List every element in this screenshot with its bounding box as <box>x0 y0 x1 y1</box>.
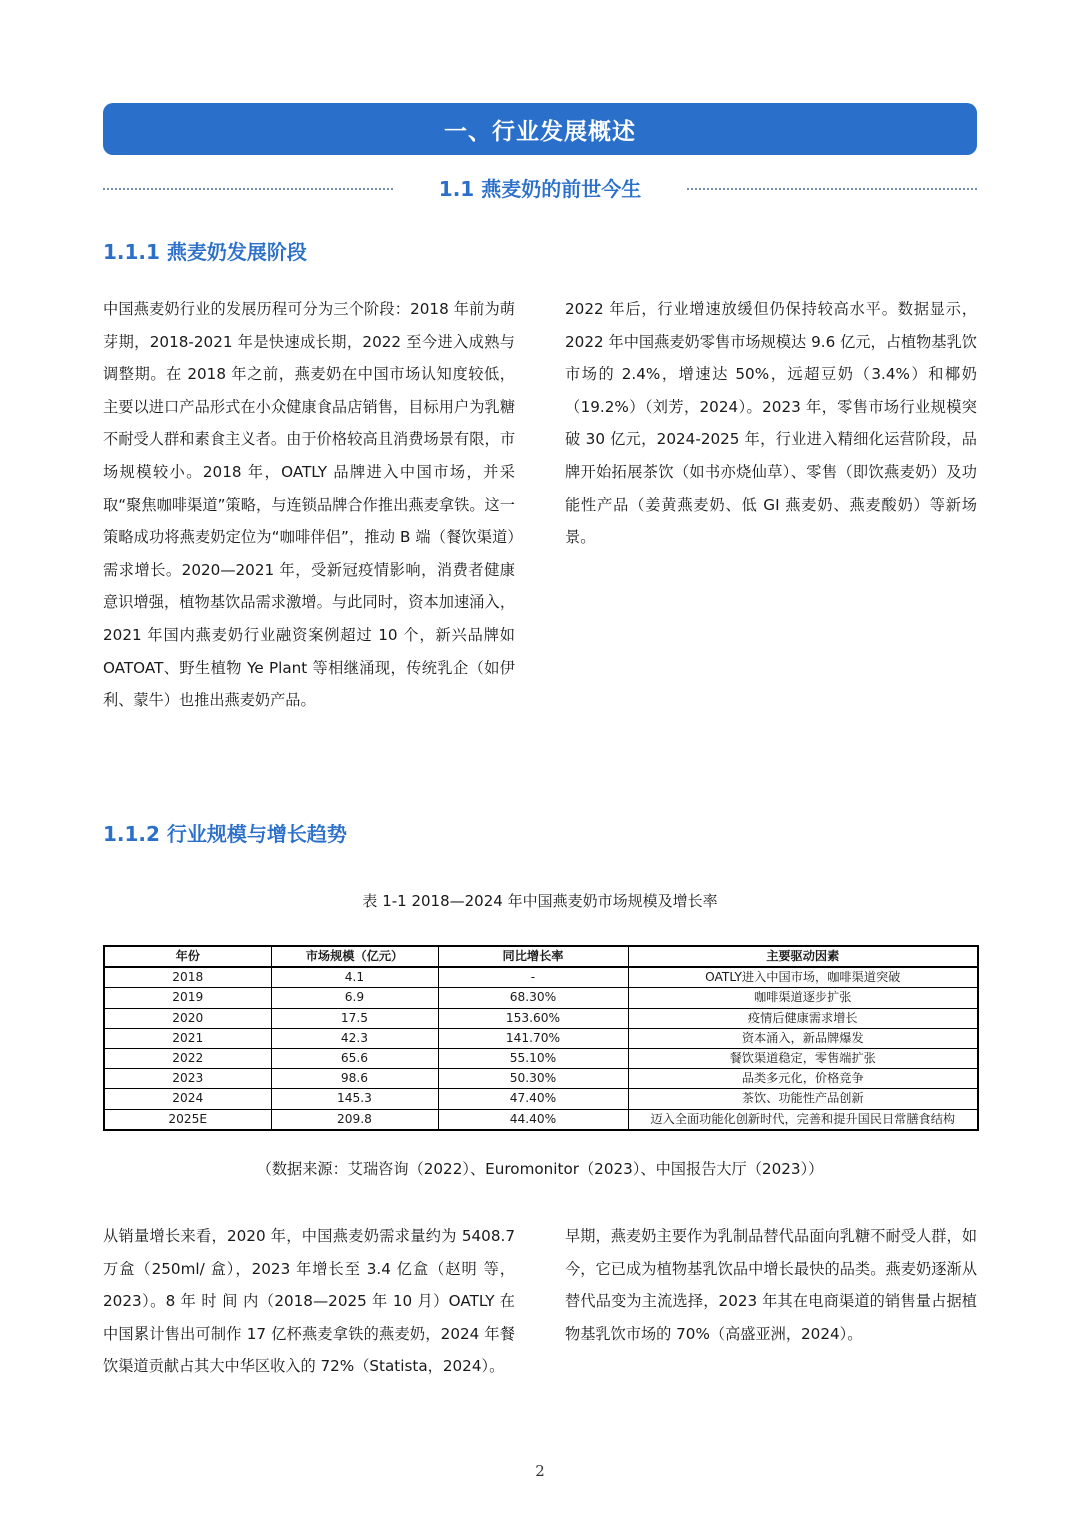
cell-growth: 153.60% <box>438 1008 628 1028</box>
stages-paragraph-right: 2022 年后，行业增速放缓但仍保持较高水平。数据显示，2022 年中国燕麦奶零售市场规模达 9.6 亿元，占植物基乳饮市场的 2.4%，增速达 50%，远超豆奶（3.4%）和椰奶（19.2%）（刘芳，2024）。2023 年，零售市场行业规模突破 30 亿元，2024-2025 年，行业进入精细化运营阶段，品牌开始拓展茶饮（如书亦烧仙草）、零售（即饮燕麦奶）及功能性产品（姜黄燕麦奶、低 GI 燕麦奶、燕麦酸奶）等新场景。 <box>565 300 977 547</box>
cell-driver: OATLY进入中国市场，咖啡渠道突破 <box>628 967 978 988</box>
table-row <box>104 1048 978 1068</box>
cell-growth: - <box>438 967 628 988</box>
scale-paragraph-right: 早期，燕麦奶主要作为乳制品替代品面向乳糖不耐受人群，如今，它已成为植物基乳饮品中增长最快的品类。燕麦奶逐渐从替代品变为主流选择，2023 年其在电商渠道的销售量占据植物基乳饮市场的 70%（高盛亚洲，2024）。 <box>565 1227 977 1343</box>
cell-year: 2023 <box>104 1069 271 1089</box>
header-drivers: 主要驱动因素 <box>628 946 978 967</box>
table-row <box>104 1109 978 1130</box>
table-caption: 表 1-1 2018—2024 年中国燕麦奶市场规模及增长率 <box>362 892 718 910</box>
cell-size: 17.5 <box>271 1008 438 1028</box>
cell-driver: 疫情后健康需求增长 <box>628 1008 978 1028</box>
cell-year: 2019 <box>104 988 271 1008</box>
cell-growth: 141.70% <box>438 1028 628 1048</box>
cell-size: 4.1 <box>271 967 438 988</box>
cell-driver: 餐饮渠道稳定，零售端扩张 <box>628 1048 978 1068</box>
data-source-note: （数据来源：艾瑞咨询（2022）、Euromonitor（2023）、中国报告大厅（2023）） <box>256 1160 824 1178</box>
cell-year: 2020 <box>104 1008 271 1028</box>
header-market-size: 市场规模（亿元） <box>271 946 438 967</box>
cell-driver: 茶饮、功能性产品创新 <box>628 1089 978 1109</box>
cell-driver: 品类多元化，价格竞争 <box>628 1069 978 1089</box>
dotted-divider-right <box>687 188 977 190</box>
table-row <box>104 988 978 1008</box>
cell-growth: 68.30% <box>438 988 628 1008</box>
cell-size: 6.9 <box>271 988 438 1008</box>
cell-year: 2024 <box>104 1089 271 1109</box>
cell-growth: 50.30% <box>438 1069 628 1089</box>
cell-growth: 47.40% <box>438 1089 628 1109</box>
cell-size: 145.3 <box>271 1089 438 1109</box>
cell-year: 2025E <box>104 1109 271 1130</box>
scale-paragraph-left: 从销量增长来看，2020 年，中国燕麦奶需求量约为 5408.7 万盒（250ml/ 盒），2023 年增长至 3.4 亿盒（赵明 等，2023）。8 年 时 间 内（2018—2025 年 10 月）OATLY 在中国累计售出可制作 17 亿杯燕麦拿铁的燕麦奶，2024 年餐饮渠道贡献占其大中华区收入的 72%（Statista，2024）。 <box>103 1227 515 1376</box>
table-row <box>104 1008 978 1028</box>
cell-year: 2021 <box>104 1028 271 1048</box>
header-year: 年份 <box>104 946 271 967</box>
section-title: 一、行业发展概述 <box>444 118 636 145</box>
cell-driver: 迈入全面功能化创新时代，完善和提升国民日常膳食结构 <box>628 1109 978 1130</box>
page-number: 2 <box>535 1462 545 1480</box>
cell-year: 2022 <box>104 1048 271 1068</box>
cell-growth: 44.40% <box>438 1109 628 1130</box>
table-row <box>104 1069 978 1089</box>
cell-size: 65.6 <box>271 1048 438 1068</box>
section-banner <box>103 103 977 155</box>
cell-year: 2018 <box>104 967 271 988</box>
table-row <box>104 1028 978 1048</box>
stages-paragraph-left: 中国燕麦奶行业的发展历程可分为三个阶段：2018 年前为萌芽期，2018-2021 年是快速成长期，2022 至今进入成熟与调整期。在 2018 年之前，燕麦奶在中国市场认知度较低，主要以进口产品形式在小众健康食品店销售，目标用户为乳糖不耐受人群和素食主义者。由于价格较高且消费场景有限，市场规模较小。2018 年，OATLY 品牌进入中国市场，并采取“聚焦咖啡渠道”策略，与连锁品牌合作推出燕麦拿铁。这一策略成功将燕麦奶定位为“咖啡伴侣”，推动 B 端（餐饮渠道）需求增长。2020—2021 年，受新冠疫情影响，消费者健康意识增强，植物基饮品需求激增。与此同时，资本加速涌入，2021 年国内燕麦奶行业融资案例超过 10 个，新兴品牌如 OATOAT、野生植物 Ye Plant 等相继涌现，传统乳企（如伊利、蒙牛）也推出燕麦奶产品。 <box>103 300 515 710</box>
cell-driver: 咖啡渠道逐步扩张 <box>628 988 978 1008</box>
heading-industry-scale: 1.1.2 行业规模与增长趋势 <box>103 822 347 846</box>
market-size-table <box>103 945 979 1131</box>
cell-size: 209.8 <box>271 1109 438 1130</box>
table-row <box>104 967 978 988</box>
dotted-divider-left <box>103 188 393 190</box>
heading-development-stages: 1.1.1 燕麦奶发展阶段 <box>103 240 307 264</box>
subsection-header <box>103 168 977 206</box>
table-row <box>104 1089 978 1109</box>
cell-size: 98.6 <box>271 1069 438 1089</box>
table-header-row <box>104 946 978 967</box>
header-growth-rate: 同比增长率 <box>438 946 628 967</box>
cell-size: 42.3 <box>271 1028 438 1048</box>
cell-growth: 55.10% <box>438 1048 628 1068</box>
cell-driver: 资本涌入，新品牌爆发 <box>628 1028 978 1048</box>
subsection-title: 1.1 燕麦奶的前世今生 <box>438 176 642 201</box>
